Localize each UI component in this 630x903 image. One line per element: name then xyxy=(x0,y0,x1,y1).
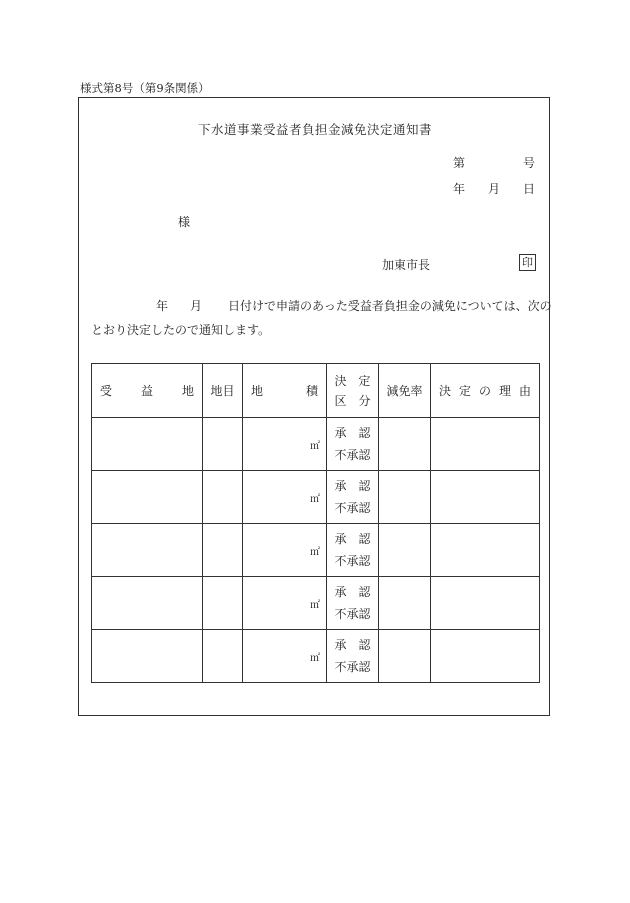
number-prefix: 第 xyxy=(453,156,466,170)
land-cell[interactable] xyxy=(92,630,203,683)
reason-cell[interactable] xyxy=(431,630,540,683)
category-cell[interactable] xyxy=(203,577,243,630)
area-cell[interactable]: ㎡ xyxy=(243,630,327,683)
date-month: 月 xyxy=(488,182,501,196)
category-cell[interactable] xyxy=(203,418,243,471)
body-line1-text: 日付けで申請のあった受益者負担金の減免については、次の xyxy=(228,299,552,313)
area-cell[interactable]: ㎡ xyxy=(243,418,327,471)
table-row xyxy=(92,630,540,683)
rate-cell[interactable] xyxy=(379,630,431,683)
reason-cell[interactable] xyxy=(431,418,540,471)
area-cell[interactable]: ㎡ xyxy=(243,471,327,524)
number-suffix: 号 xyxy=(523,156,536,170)
rate-cell[interactable] xyxy=(379,471,431,524)
decision-cell[interactable]: 承 認 不承認 xyxy=(327,471,379,524)
land-cell[interactable] xyxy=(92,524,203,577)
header-decision: 決 定 区 分 xyxy=(327,364,379,418)
table-header-row xyxy=(92,364,540,418)
form-number-label: 様式第8号（第9条関係） xyxy=(80,81,210,95)
decision-cell[interactable]: 承 認 不承認 xyxy=(327,418,379,471)
header-land: 受 益 地 xyxy=(92,364,203,418)
category-cell[interactable] xyxy=(203,471,243,524)
seal-mark: 印 xyxy=(519,254,536,271)
issuer-name: 加東市長 xyxy=(382,258,431,272)
date-day: 日 xyxy=(523,182,536,196)
area-cell[interactable]: ㎡ xyxy=(243,524,327,577)
reason-cell[interactable] xyxy=(431,524,540,577)
date-year: 年 xyxy=(453,182,466,196)
body-month: 月 xyxy=(190,299,203,313)
reason-cell[interactable] xyxy=(431,577,540,630)
header-category: 地目 xyxy=(203,364,243,418)
addressee-suffix: 様 xyxy=(178,215,191,229)
decision-table xyxy=(91,363,540,683)
body-year: 年 xyxy=(156,299,169,313)
table-row xyxy=(92,577,540,630)
table-row xyxy=(92,471,540,524)
decision-cell[interactable]: 承 認 不承認 xyxy=(327,630,379,683)
category-cell[interactable] xyxy=(203,524,243,577)
land-cell[interactable] xyxy=(92,471,203,524)
table-row xyxy=(92,524,540,577)
land-cell[interactable] xyxy=(92,577,203,630)
table-row xyxy=(92,418,540,471)
header-rate: 減免率 xyxy=(379,364,431,418)
header-area: 地 積 xyxy=(243,364,327,418)
document-title: 下水道事業受益者負担金減免決定通知書 xyxy=(197,122,432,137)
land-cell[interactable] xyxy=(92,418,203,471)
area-cell[interactable]: ㎡ xyxy=(243,577,327,630)
header-reason: 決 定 の 理 由 xyxy=(431,364,540,418)
category-cell[interactable] xyxy=(203,630,243,683)
decision-cell[interactable]: 承 認 不承認 xyxy=(327,577,379,630)
body-line2-text: とおり決定したので通知します。 xyxy=(91,323,271,337)
reason-cell[interactable] xyxy=(431,471,540,524)
rate-cell[interactable] xyxy=(379,418,431,471)
decision-cell[interactable]: 承 認 不承認 xyxy=(327,524,379,577)
rate-cell[interactable] xyxy=(379,524,431,577)
rate-cell[interactable] xyxy=(379,577,431,630)
